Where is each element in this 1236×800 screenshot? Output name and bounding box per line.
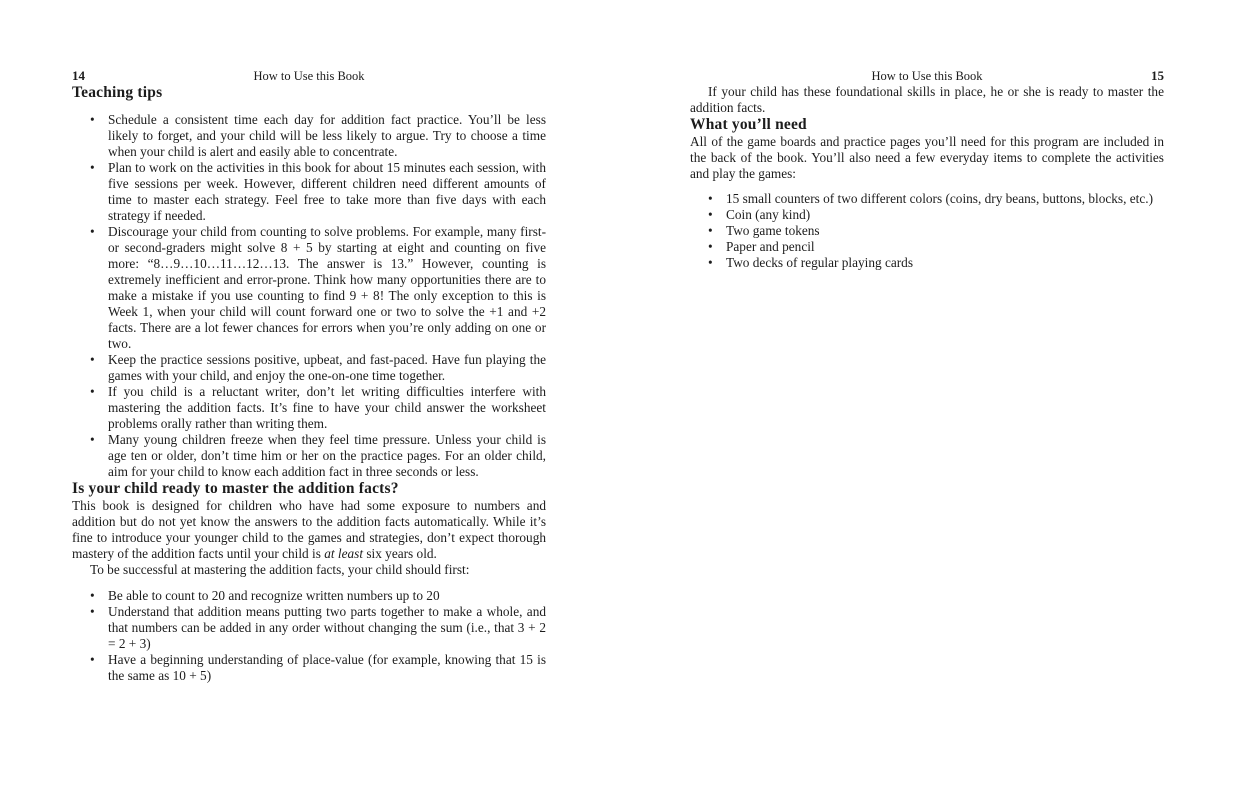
ready-paragraph-italic: at least	[324, 546, 364, 561]
list-item: • Two game tokens	[726, 223, 1164, 239]
right-running-head: How to Use this Book	[871, 69, 983, 83]
list-item: • Discourage your child from counting to solve problems. For example, many first- or second-graders might solve 8 + 5 by starting at eight and counting on five more: “8…9…10…11…12…13. The answer is 13.” However, counting is extremely inefficient and error-prone. Think how many opportunities there are to make a mistake if you use counting to find 9 + 8! The only exception to this is Week 1, when your child will count forward one or two to solve the +1 and +2 facts. There are a lot fewer chances for errors when you’re only adding on one or two.	[108, 224, 546, 352]
right-page-content	[690, 68, 1164, 271]
list-item: • Be able to count to 20 and recognize written numbers up to 20	[108, 588, 546, 604]
list-item: • Have a beginning understanding of place-value (for example, knowing that 15 is the same as 10 + 5)	[108, 652, 546, 684]
left-running-head: How to Use this Book	[253, 69, 365, 83]
list-item: • Two decks of regular playing cards	[726, 255, 1164, 271]
list-item: • Understand that addition means putting two parts together to make a whole, and that numbers can be added in any order without changing the sum (i.e., that 3 + 2 = 2 + 3)	[108, 604, 546, 652]
left-page-number: 14	[72, 68, 85, 83]
supplies-list	[690, 191, 1164, 271]
list-item: • 15 small counters of two different colors (coins, dry beans, buttons, blocks, etc.)	[726, 191, 1164, 207]
list-item: • Coin (any kind)	[726, 207, 1164, 223]
ready-skills-list	[72, 588, 546, 684]
foundational-skills-paragraph: If your child has these foundational skills in place, he or she is ready to master the addition facts.	[690, 84, 1164, 115]
list-item: • Many young children freeze when they feel time pressure. Unless your child is age ten or older, don’t time him or her on the practice pages. For an older child, aim for your child to know each addition fact in three seconds or less.	[108, 432, 546, 480]
right-page-header	[690, 68, 1164, 84]
ready-section-paragraph	[72, 498, 546, 562]
list-item: • If you child is a reluctant writer, don’t let writing difficulties interfere with mastering the addition facts. It’s fine to have your child answer the worksheet problems orally rather than writing them.	[108, 384, 546, 432]
teaching-tips-list	[72, 112, 546, 480]
ready-section-heading: Is your child ready to master the addition facts?	[72, 480, 399, 497]
right-page-number: 15	[1151, 68, 1164, 83]
ready-paragraph-text-after: six years old.	[363, 546, 437, 561]
ready-paragraph-text: This book is designed for children who have had some exposure to numbers and addition but do not yet know the answers to the addition facts automatically. While it’s fine to introduce your younger child to the games and strategies, don’t expect thorough mastery of the addition facts until your child is	[72, 498, 546, 561]
ready-section-paragraph-2: To be successful at mastering the addition facts, your child should first:	[90, 562, 470, 577]
left-page-content	[72, 68, 546, 684]
list-item: • Schedule a consistent time each day for addition fact practice. You’ll be less likely to forget, and your child will be less likely to argue. Try to choose a time when your child is alert and easily able to concentrate.	[108, 112, 546, 160]
list-item: • Keep the practice sessions positive, upbeat, and fast-paced. Have fun playing the games with your child, and enjoy the one-on-one time together.	[108, 352, 546, 384]
list-item: • Paper and pencil	[726, 239, 1164, 255]
what-youll-need-paragraph: All of the game boards and practice pages you’ll need for this program are included in the back of the book. You’ll also need a few everyday items to complete the activities and play the games:	[690, 134, 1164, 181]
teaching-tips-heading: Teaching tips	[72, 84, 163, 101]
what-youll-need-heading: What you’ll need	[690, 116, 807, 133]
right-page	[618, 0, 1236, 800]
left-page-header	[72, 68, 546, 84]
list-item: • Plan to work on the activities in this book for about 15 minutes each session, with five sessions per week. However, different children need different amounts of time to master each strategy. Feel free to take more than five days with each strategy if needed.	[108, 160, 546, 224]
